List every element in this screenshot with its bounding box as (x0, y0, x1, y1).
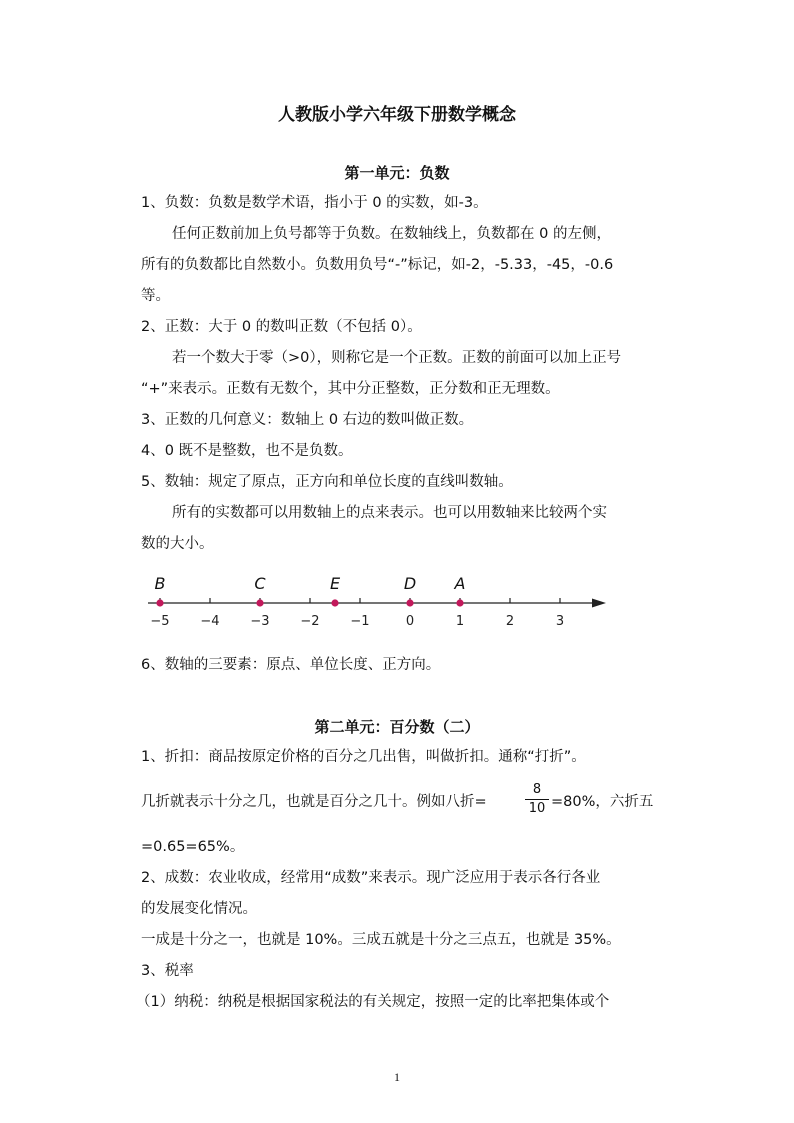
number-line-point-a (456, 599, 463, 606)
document-title: 人教版小学六年级下册数学概念 (278, 105, 516, 125)
number-line-tick-label: −1 (350, 614, 370, 629)
unit1-line-10: 5、数轴：规定了原点，正方向和单位长度的直线叫数轴。 (141, 474, 513, 490)
number-line-point-label-c: C (254, 574, 266, 593)
number-line-tick-label: −2 (300, 614, 320, 629)
number-line-tick-label: −3 (250, 614, 270, 629)
number-line-tick-label: 1 (455, 614, 465, 629)
unit2-line-4: 2、成数：农业收成，经常用“成数”来表示。现广泛应用于表示各行各业 (141, 870, 601, 886)
unit1-line-4: 等。 (141, 288, 170, 304)
number-line-tick-label: −4 (200, 614, 220, 629)
number-line-point-label-a: A (454, 574, 466, 593)
unit2-line-1: 1、折扣：商品按原定价格的百分之几出售，叫做折扣。通称“打折”。 (141, 749, 586, 765)
unit2-line-8: （1）纳税：纳税是根据国家税法的有关规定，按照一定的比率把集体或个 (136, 994, 610, 1010)
unit1-line-13: 6、数轴的三要素：原点、单位长度、正方向。 (141, 657, 441, 673)
unit2-line-5: 的发展变化情况。 (141, 901, 257, 917)
unit1-line-1: 1、负数：负数是数学术语，指小于 0 的实数，如-3。 (141, 195, 488, 211)
fraction-denominator: 10 (528, 801, 546, 816)
number-line-point-e (331, 599, 338, 606)
fraction-eight-tenths (525, 782, 549, 817)
unit1-heading: 第一单元：负数 (344, 164, 450, 182)
unit1-line-9: 4、0 既不是整数，也不是负数。 (141, 443, 353, 459)
number-line-point-c (256, 599, 263, 606)
number-line-figure (140, 566, 620, 638)
page-number: 1 (394, 1070, 400, 1084)
number-line-tick-label: 3 (555, 614, 565, 629)
number-line-tick-label: 2 (505, 614, 515, 629)
number-line-point-label-d: D (403, 574, 417, 593)
fraction-numerator: 8 (532, 782, 542, 797)
unit1-line-3: 所有的负数都比自然数小。负数用负号“-”标记，如-2，-5.33，-45，-0.6 (141, 257, 614, 273)
unit2-line-7: 3、税率 (141, 963, 194, 979)
number-line-arrow (592, 599, 606, 608)
number-line-tick-label: 0 (405, 614, 415, 629)
number-line-point-b (156, 599, 163, 606)
unit1-line-11: 所有的实数都可以用数轴上的点来表示。也可以用数轴来比较两个实 (172, 505, 607, 521)
fraction-bar (525, 799, 549, 800)
unit1-line-2: 任何正数前加上负号都等于负数。在数轴线上，负数都在 0 的左侧， (172, 226, 611, 242)
unit1-line-12: 数的大小。 (141, 536, 214, 552)
unit2-line-2-before: 几折就表示十分之几，也就是百分之几十。例如八折= (141, 794, 487, 810)
unit1-line-8: 3、正数的几何意义：数轴上 0 右边的数叫做正数。 (141, 412, 474, 428)
unit1-line-5: 2、正数：大于 0 的数叫正数（不包括 0）。 (141, 319, 422, 335)
unit1-line-6: 若一个数大于零（>0），则称它是一个正数。正数的前面可以加上正号 (172, 350, 622, 366)
number-line-point-d (406, 599, 413, 606)
unit2-line-2-after: =80%，六折五 (551, 794, 654, 810)
unit2-line-6: 一成是十分之一，也就是 10%。三成五就是十分之三点五，也就是 35%。 (141, 932, 621, 948)
number-line-tick-label: −5 (150, 614, 170, 629)
unit2-heading: 第二单元：百分数（二） (314, 718, 480, 736)
number-line-point-label-e: E (329, 574, 341, 593)
unit1-line-7: “+”来表示。正数有无数个，其中分正整数，正分数和正无理数。 (141, 381, 560, 397)
number-line-point-label-b: B (154, 574, 166, 593)
unit2-line-3: =0.65=65%。 (141, 839, 245, 855)
